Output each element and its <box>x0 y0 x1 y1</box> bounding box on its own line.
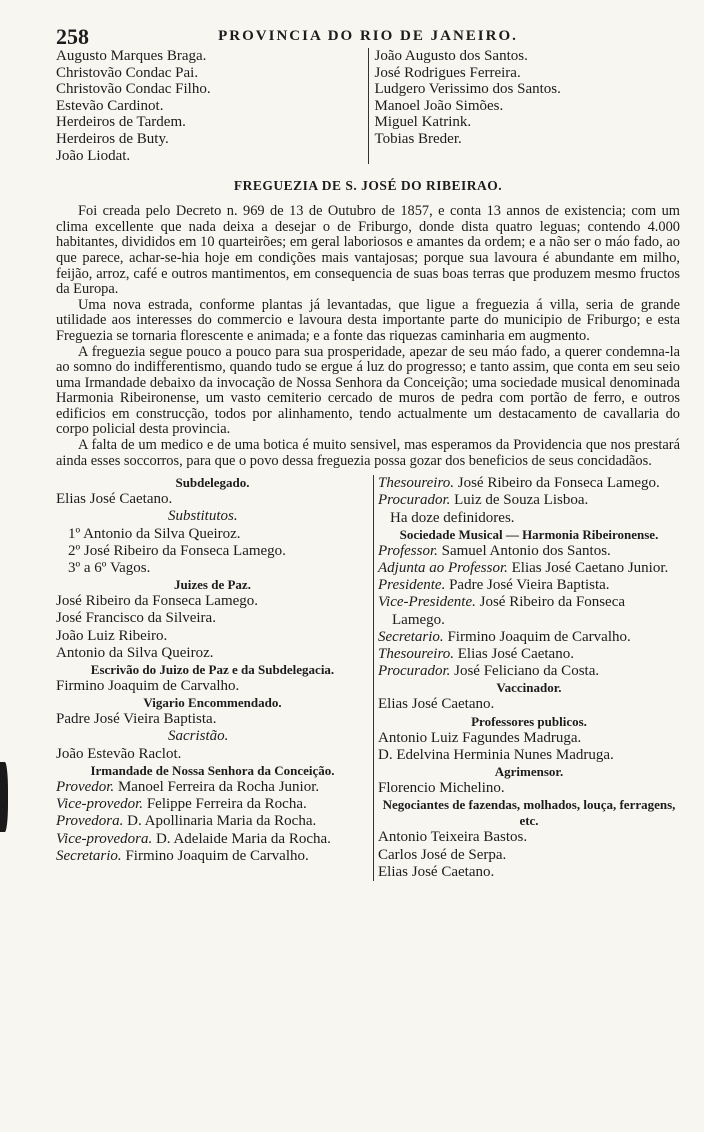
heading-irmandade: Irmandade de Nossa Senhora da Conceição. <box>90 762 335 778</box>
list-item: Augusto Marques Braga. <box>56 48 207 64</box>
heading-substitutos: Substitutos. <box>168 508 238 525</box>
list-item <box>378 594 680 628</box>
list-item <box>56 796 369 813</box>
list-item: Christovão Condac Pai. <box>56 64 199 81</box>
vigario-name: Padre José Vieira Baptista. <box>56 711 217 728</box>
list-item: João Luiz Ribeiro. <box>56 627 168 644</box>
heading-negociantes: Negociantes de fazendas, molhados, louça, ferragens, etc. <box>382 797 676 829</box>
list-item: Miguel Katrink. <box>374 114 472 131</box>
list-item <box>56 779 369 796</box>
list-item <box>56 848 369 865</box>
person: Firmino Joaquim de Carvalho. <box>125 847 309 864</box>
heading-sociedade: Sociedade Musical — Harmonia Ribeironense. <box>399 526 659 542</box>
heading-vaccinador: Vaccinador. <box>496 680 562 696</box>
person: D. Apollinaria Maria da Rocha. <box>127 813 317 830</box>
role: Provedora. <box>56 813 124 830</box>
list-item: Ludgero Verissimo dos Santos. <box>374 81 561 98</box>
list-item: Antonio Teixeira Bastos. <box>378 829 528 846</box>
person: D. Adelaide Maria da Rocha. <box>155 830 331 847</box>
role: Adjunta ao Professor. <box>378 560 508 577</box>
list-item <box>378 663 680 680</box>
person: Elias José Caetano. <box>457 646 574 663</box>
person: Samuel Antonio dos Santos. <box>441 542 611 559</box>
agrimensor-name: Florencio Michelino. <box>378 780 505 797</box>
person: Felippe Ferreira da Rocha. <box>146 796 307 813</box>
heading-agrimensor: Agrimensor. <box>494 764 564 780</box>
directory <box>56 475 680 881</box>
list-item: D. Edelvina Herminia Nunes Madruga. <box>378 746 614 763</box>
page-number: 258 <box>56 24 89 49</box>
role: Professor. <box>378 542 438 559</box>
list-item <box>56 831 369 848</box>
list-item: João Augusto dos Santos. <box>374 48 528 64</box>
heading-subdelegado: Subdelegado. <box>175 475 250 491</box>
list-item <box>56 813 369 830</box>
person: Padre José Vieira Baptista. <box>449 577 610 594</box>
role: Procurador. <box>378 492 451 509</box>
person: Manoel Ferreira da Rocha Junior. <box>117 778 320 795</box>
person: Luiz de Souza Lisboa. <box>454 492 589 509</box>
directory-right <box>374 475 680 881</box>
list-item: Herdeiros de Buty. <box>56 130 169 147</box>
vaccinador-name: Elias José Caetano. <box>378 696 495 713</box>
heading-vigario: Vigario Encommendado. <box>143 695 282 711</box>
list-item: 1º Antonio da Silva Queiroz. <box>68 525 241 542</box>
list-item: Antonio da Silva Queiroz. <box>56 644 214 661</box>
list-item: João Liodat. <box>56 147 131 164</box>
list-item: Christovão Condac Filho. <box>56 81 211 98</box>
definidores-note: Ha doze definidores. <box>390 509 515 526</box>
heading-professores: Professores publicos. <box>471 713 587 729</box>
list-item <box>378 475 680 492</box>
role: Procurador. <box>378 663 451 680</box>
list-item <box>378 492 680 509</box>
paragraph: Uma nova estrada, conforme plantas já levantadas, que ligue a freguezia á villa, seria de grande utilidade aos interesses do commercio e lavoura desta importante parte do municipio de Friburgo; e esta Freguezia se tornaria florescente e animada; e a fonte das riquezas caminharia em augmento. <box>56 296 680 344</box>
body-text <box>56 204 680 469</box>
escrivao-name: Firmino Joaquim de Carvalho. <box>56 678 240 695</box>
page-header <box>56 22 680 48</box>
running-title: PROVINCIA DO RIO DE JANEIRO. <box>218 28 518 44</box>
page-edge-blot <box>0 762 8 832</box>
list-item <box>378 629 680 646</box>
list-item <box>378 646 680 663</box>
paragraph: A falta de um medico e de uma botica é muito sensivel, mas esperamos da Providencia que nos prestará ainda esses soccorros, para que o povo dessa freguezia possa gozar dos beneficios de seus concidadãos. <box>56 437 680 469</box>
section-title: FREGUEZIA DE S. JOSÉ DO RIBEIRAO. <box>233 178 503 194</box>
role: Thesoureiro. <box>378 475 454 492</box>
top-names <box>56 48 680 164</box>
page <box>56 22 680 881</box>
role: Vice-provedor. <box>56 796 144 813</box>
person: Elias José Caetano Junior. <box>511 560 669 577</box>
role: Vice-Presidente. <box>378 594 476 611</box>
directory-left <box>56 475 374 881</box>
paragraph: A freguezia segue pouco a pouco para sua prosperidade, apezar de seu máo fado, a querer condemna-la ao somno do indifferentismo, quando tudo se ergue á luz do progresso; e tanto assim, que conta em seu seio uma Irmandade debaixo da invocação de Nossa Senhora da Conceição; uma sociedade musical denominada Harmonia Ribeironense, um vasto cemiterio cercado de muros de pedra com portão de ferro, e outros edificios em construcção, todos por alinhamento, tendo actualmente um destacamento de cavallaria do corpo policial desta provincia. <box>56 343 680 438</box>
role: Thesoureiro. <box>378 646 454 663</box>
person: José Ribeiro da Fonseca Lamego. <box>392 594 626 628</box>
list-item: Herdeiros de Tardem. <box>56 114 186 131</box>
role: Presidente. <box>378 577 446 594</box>
list-item: Manoel João Simões. <box>374 97 504 114</box>
list-item: Elias José Caetano. <box>378 863 495 880</box>
list-item: Carlos José de Serpa. <box>378 846 507 863</box>
heading-juizes: Juizes de Paz. <box>174 577 251 593</box>
role: Secretario. <box>56 847 122 864</box>
list-item: 2º José Ribeiro da Fonseca Lamego. <box>68 542 286 559</box>
list-item: José Ribeiro da Fonseca Lamego. <box>56 593 259 610</box>
person: Firmino Joaquim de Carvalho. <box>447 628 631 645</box>
person: José Ribeiro da Fonseca Lamego. <box>457 475 660 492</box>
paragraph: Foi creada pelo Decreto n. 969 de 13 de Outubro de 1857, e conta 13 annos de existencia; com um clima excellente que nada deixa a desejar o de Friburgo, donde dista quatro leguas; contendo 4.000 habitantes, divididos em 10 quarteirões; em geral laboriosos e amantes da ordem; e a não ser o máo fado, ao que parece, achar-se-hia hoje em condições mais vantajosas; porque sua lavoura é abundante em milho, feijão, arroz, café e outros mantimentos, em consequencia de suas boas terras que produzem mesmo fructos da Europa. <box>56 203 680 298</box>
person: José Feliciano da Costa. <box>454 663 600 680</box>
heading-escrivao: Escrivão do Juizo de Paz e da Subdelegacia. <box>90 662 335 678</box>
heading-sacristao: Sacristão. <box>168 728 229 745</box>
top-names-right <box>369 48 681 164</box>
list-item: José Francisco da Silveira. <box>56 610 216 627</box>
list-item <box>378 577 680 594</box>
subdelegado-name: Elias José Caetano. <box>56 491 173 508</box>
role: Secretario. <box>378 628 444 645</box>
role: Vice-provedora. <box>56 830 153 847</box>
list-item <box>378 560 680 577</box>
list-item: José Rodrigues Ferreira. <box>374 64 521 81</box>
sacristao-name: João Estevão Raclot. <box>56 745 182 762</box>
list-item: Tobias Breder. <box>374 130 462 147</box>
list-item <box>378 543 680 560</box>
list-item: Antonio Luiz Fagundes Madruga. <box>378 729 582 746</box>
role: Provedor. <box>56 778 115 795</box>
list-item: 3º a 6º Vagos. <box>68 560 151 577</box>
list-item: Estevão Cardinot. <box>56 97 164 114</box>
top-names-left <box>56 48 369 164</box>
